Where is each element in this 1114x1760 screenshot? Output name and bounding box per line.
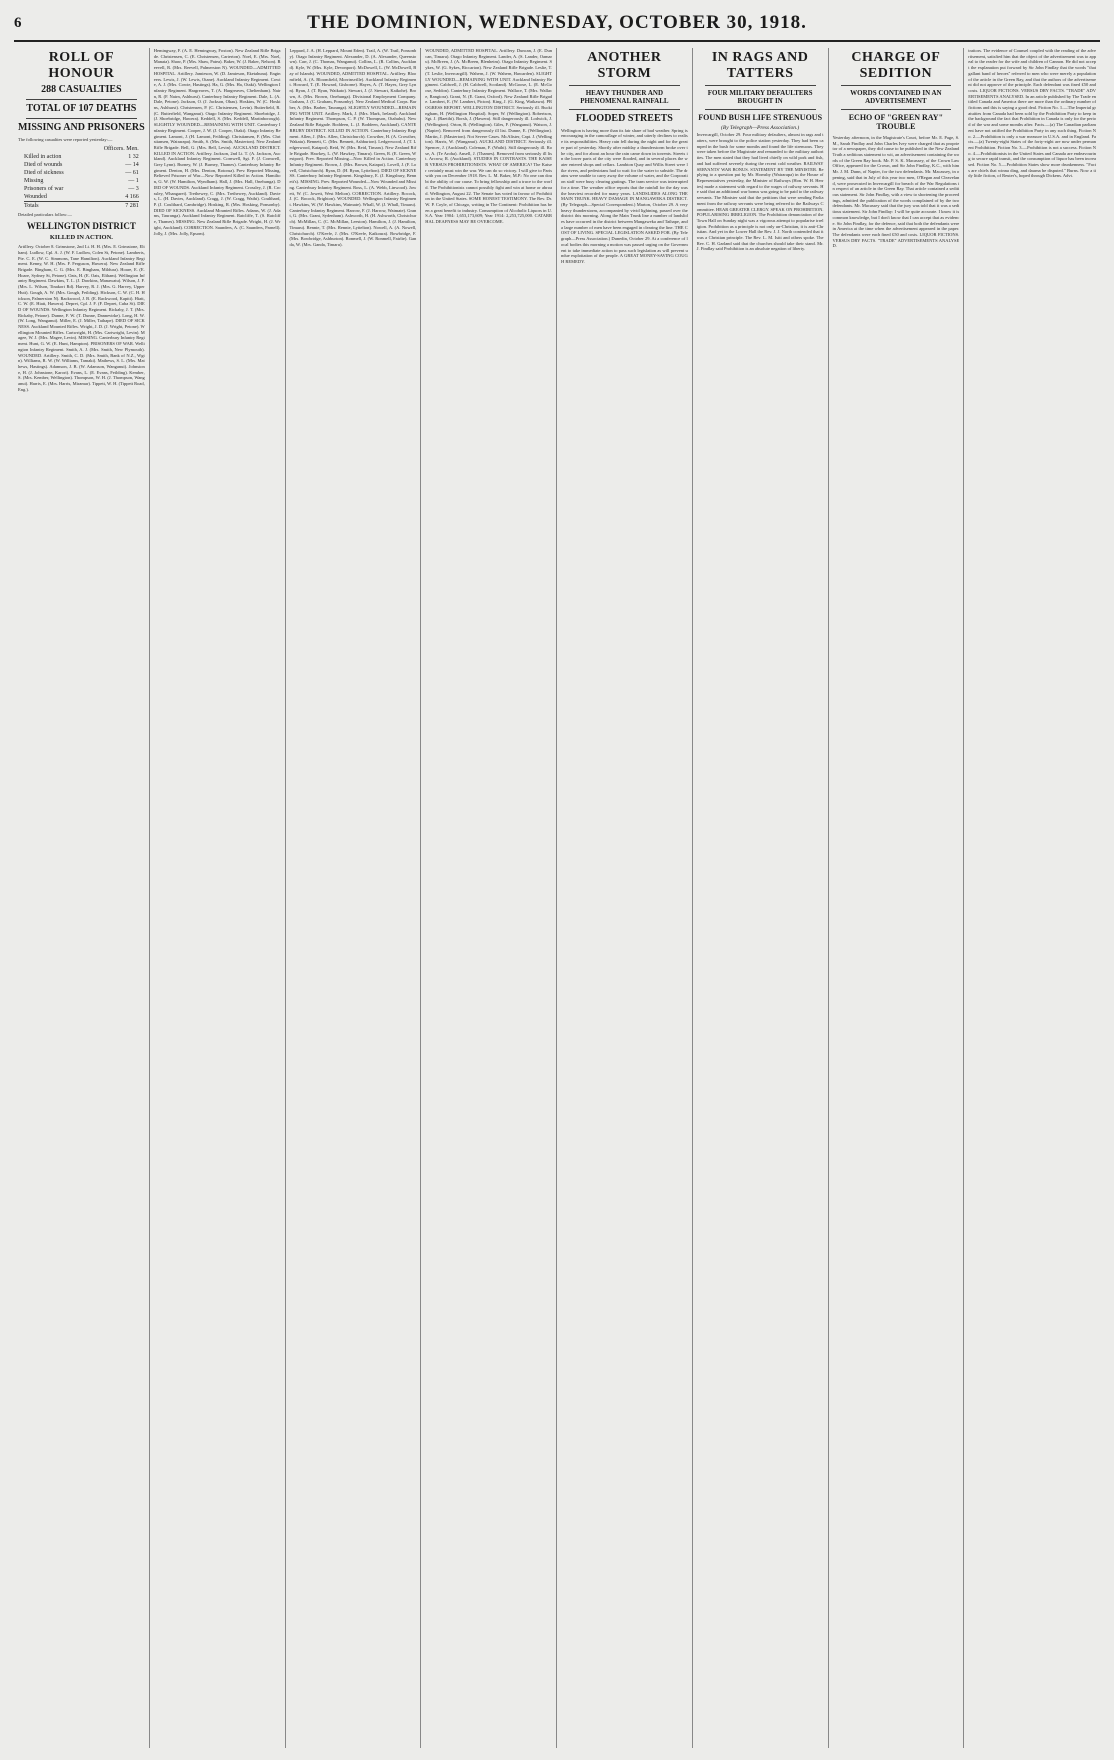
column-4	[421, 48, 557, 1748]
storm-subhead: HEAVY THUNDER AND PHENOMENAL RAINFALL	[580, 89, 669, 106]
casualties-subhead: 288 CASUALTIES	[41, 84, 122, 95]
newspaper-title: THE DOMINION, WEDNESDAY, OCTOBER 30, 1918.	[307, 12, 807, 33]
casualty-list: Artillery. October 8. Grimstone, 2nd Lt. H. H. (Mrs. E. Grimstone, Eltham). Ludlow, Cpl. A. J. (W. F. Ludlow, Colen St, Petone). Lamberts, Pte. C. E. (W. C. Simmons, Tane Hamilton). Auckland Infantry Regiment. Kenny, W. H. (Mrs. F. Ferguson, Huwera). New Zealand Rifle Brigade. Bingham, C. G. (Mrs. E. Bingham, Mildura). Hoare, E. (E. Hoare, Sydney St, Petone). Oats, H. (E. Oats, Eltham). Wellington Infantry Regiment. Dawkins, T. L. (J. Dawkins, Manawatu). Wilson, J. F. (Mrs. L. Wilson, Tinakori Rd). Harvey, R. J. (Mrs. G. Harvey, Upper Hutt). Gough, A. W. (Mrs. Gough, Feilding). Hickson, C. W. (C. H. Hickson, Palmerston N). Rackwood, J. B. (E. Rackwood, Kapiti). Hiatt, C. W. (E. Hiatt, Hawera). Depret, Cpl. J. F. (F. Depret, Cuba St). DIED OF WOUNDS. Wellington Infantry Regiment. Rickaby, J. T. (Mrs. Rickaby, Petone). Dunne, F. W. (T. Dunne, Dannevirke). Long, H. W. (W. Long, Wanganui). Miller, E. (J. Miller, Taihape). DIED OF SICKNESS. Auckland Mounted Rifles. Wright, J. D. (J. Wright, Petone). Wellington Mounted Rifles. Cartwright, H. (Mrs. Cartwright, Levin). Magee, W. J. (Mrs. Magee, Levin). MISSING. Canterbury Infantry Regiment. Hunt, G. W. (E. Hunt, Hampton). PRISONERS OF WAR. Wellington Infantry Regiment. Smith, A. J. (Mrs. Smith, New Plymouth). WOUNDED. Artillery. Smith, C. D. (Mrs. Smith, Bank of N.Z., Wgtn). Williams, R. W. (W. Williams, Tamaki). Mathews, S. L. (Mrs. Mathews, Hastings). Adamson, J. B. (W. Adamson, Wanganui). Johnstone, H. (J. Johnstone, Karori). Evans, L. (E. Evans, Feilding). Kember, S. (Mrs. Kember, Wellington). Thompson, W. H. (J. Thompson, Wanganui). Harris, E. (Mrs. Harris, Miramar). Tippett, W. H. (Tippett Road, Eng.).	[18, 244, 145, 392]
deaths-subhead: TOTAL OF 107 DEATHS	[26, 103, 137, 114]
column-6	[693, 48, 829, 1748]
column-8	[964, 48, 1100, 1748]
columns	[14, 48, 1100, 1748]
masthead	[14, 6, 1100, 42]
column-1	[14, 48, 150, 1748]
divider	[705, 85, 816, 86]
table-total-row: Totals 7 281	[24, 202, 139, 209]
table-header: Officers. Men.	[103, 145, 139, 152]
divider	[569, 85, 680, 86]
divider	[569, 109, 680, 110]
defaulters-article: Invercargill, October 29. Four military defaulters, almost in rags and tatters, were brought to the police station yesterday. They had been camped in the bush for some months and found the life strenuous. They were taken before the Magistrate and remanded to the military authorities. The men stated that they had lived chiefly on wild pork and fish, and had suffered severely during the recent cold weather. RAILWAY SERVANTS' WAR BONUS. STATEMENT BY THE MINISTER. Replying to a question put by Mr. Hornsby (Wairarapa) in the House of Representatives yesterday, the Minister of Railways (Hon. W. H. Herries) made a statement with regard to the wages of railway servants. He said that an additional war bonus was going to be paid to the railway servants. The Minister said that the petitions that were sending Parliament from the railway servants were being referred to the Railways Committee. HEAR GREATER CLERGY. SPEAK ON PROHIBITION. POPULARISING IRRELIGION. The Prohibition denunciation of the Town Hall on Sunday night was a vigorous attempt to popularise irreligion. Prohibition as a principle is not only un-Christian, it is anti-Christian. And yet in the Lower Hall the Rev. J. J. North contended that it was a Christian principle. The Rev. L. M. Isitt and others spoke. The Rev. C. H. Garland said that the churches should take their stand. Mr. J. Findlay said Prohibition is an absolute negation of liberty.	[696, 132, 824, 252]
newspaper-page	[14, 6, 1100, 1754]
divider	[841, 85, 952, 86]
divider	[26, 118, 137, 119]
casualty-table	[24, 145, 139, 210]
sedition-article: Yesterday afternoon, in the Magistrate's Court, before Mr. E. Page, S.M., Sarah Findlay and John Charles Ivey were charged that as proprietor of a newspaper, they did cause to be published in the New Zealand Truth a seditious statement to wit, an advertisement containing the words of the Green Ray book. Mr. P. S. K. Macassey, of the Crown Law Office, appeared for the Crown, and Sir John Findlay, K.C., with him Mr. J. M. Dunn, of Napier, for the two defendants. Mr. Macassey, in opening, said that in July of this year two men, O'Regan and Cleaveland, were prosecuted in Invercargill for breach of the War Regulations in respect of an article in the Green Ray. That article contained a seditious statement. Sir John Findlay, with a view to shortening the proceedings, admitted the publication of the words complained of by the two defendants. Mr. Macassey said that the jury was told that it was a seditious statement. Sir John Findlay: I will be quite accurate. I know it is common knowledge, but I don't know that I can accept that as evidence. Sir John Findlay, for the defence, said that both the defendants were in America at the time when the advertisement appeared in the paper. The defendants were each fined £50 and costs. LIQUOR FICTIONS. VERSUS DRY FACTS. "TRADE" ADVERTISEMENTS ANALYSED.	[832, 134, 960, 249]
rags-heading: IN RAGS AND TATTERS	[711, 50, 809, 81]
column-3	[286, 48, 422, 1748]
table-row: Wounded 4 166	[24, 193, 139, 200]
divider	[705, 109, 816, 110]
district-heading: WELLINGTON DISTRICT	[26, 221, 136, 232]
missing-subhead: MISSING AND PRISONERS	[18, 122, 145, 133]
storm-heading: ANOTHER STORM	[587, 50, 662, 81]
byline: (By Telegraph—Press Association.)	[721, 125, 800, 132]
page-number: 6	[14, 14, 22, 31]
table-row: Died of wounds — 14	[24, 161, 139, 168]
divider	[26, 99, 137, 100]
green-ray-subhead: ECHO OF "GREEN RAY" TROUBLE	[848, 112, 944, 132]
casualty-list: Hemingway, F. (A. E. Hemingway, Foxton). New Zealand Rifle Brigade. Christensen, C. (E. Christensen, Carterton). Noel, E. (Mrs. Noel, Manaia). Shaw, P. (Mrs. Shaw, Patea). Baker, W. (J. Baker, Nelson). Reevell, R. (Mrs. Reevell, Palmerston N). WOUNDED—ADMITTED HOSPITAL. Artillery. Jamieson, W. (D. Jamieson, Eketahuna). Engineers. Lewis, J. (W. Lewis, Otane). Auckland Infantry Regiment. Cowie, A. J. (Mrs. Cowie, Hastings). Ha, G. (Mrs. Ha, Otaki). Wellington Infantry Regiment. Hargreaves, T. (A. Hargreaves, Cheltenham). Nairn, R. (F. Nairn, Ashhurst). Canterbury Infantry Regiment. Dale, L. (A. Dale, Petone). Jackson, O. (J. Jackson, Ohau). Hoskins, W. (C. Hoskins, Ashhurst). Christensen, P. (C. Christensen, Levin). Butterfield, R. (C. Butterfield, Wanganui). Otago Infantry Regiment. Shoebridge, J. (J. Shoebridge, Hawera). Keddell, S. (Mrs. Keddell, Martinborough). SLIGHTLY WOUNDED—REMAINING WITH UNIT. Canterbury Infantry Regiment. Cooper, J. W. (J. Cooper, Otaki). Otago Infantry Regiment. Lamont, J. (H. Lamont, Feilding). Christiansen, F. (Mrs. Christiansen, Wairarapa). Smith, S. (Mrs. Smith, Masterton). New Zealand Rifle Brigade. Bell, G. (Mrs. Bell, Levin). AUCKLAND DISTRICT. KILLED IN ACTION. Artillery. Jackson, 2nd Lt. T. (A. Jackson, Auckland). Auckland Infantry Regiment. Cornwell, Sgt. F. (J. Cornwell, Grey Lynn). Burney, W. (J. Burney, Thames). Canterbury Infantry Regiment. Denton, H. (Mrs. Denton, Rotorua). Prev. Reported Missing, Believed Prisoner of War—Now Reported Killed in Action. Hamilton, G. W. (W. Hamilton, Wyndham). Hall, J. (Mrs. Hall, Onehunga). DIED OF WOUNDS. Auckland Infantry Regiment. Crossley, J. (R. Crossley, Whangarei). Trethewey, C. (Mrs. Trethewey, Auckland). Davies, L. (H. Davies, Auckland). Cragg, J. (W. Cragg, Waihi). Coulthard, P. (J. Coulthard, Cambridge). Hosking, R. (Mrs. Hosking, Ponsonby). DIED OF SICKNESS. Auckland Mounted Rifles. Adams, W. (J. Adams, Tauranga). Auckland Infantry Regiment. Ratcliffe, T. (S. Ratcliffe, Thames). MISSING. New Zealand Rifle Brigade. Wright, H. (J. Wright, Auckland). CORRECTION. Saunders, A. (C. Saunders, Parnell). Jolly, J. (Mrs. Jolly, Epsom).	[153, 48, 281, 236]
flooded-subhead: FLOODED STREETS	[575, 112, 673, 124]
table-row: Missing — 1	[24, 177, 139, 184]
table-row: Died of sickness — 61	[24, 169, 139, 176]
killed-subhead: KILLED IN ACTION.	[49, 234, 113, 242]
casualty-intro: The following casualties were reported yesterday:—	[18, 137, 113, 142]
column-7	[829, 48, 965, 1748]
divider	[841, 109, 952, 110]
roll-of-honour-heading: ROLL OF HONOUR	[48, 50, 115, 81]
advertisement-subhead: WORDS CONTAINED IN AN ADVERTISEMENT	[850, 89, 942, 106]
defaulters-subhead: FOUR MILITARY DEFAULTERS BROUGHT IN	[707, 89, 813, 106]
column-2	[150, 48, 286, 1748]
table-row: Killed in action 1 32	[24, 153, 139, 160]
column-text: WOUNDED, ADMITTED HOSPITAL. Artillery. Duncan, J. (E. Duncan, Timaru). Otago Infantry Regiment. Lander, A. (S. Lander, Oamaru). McBreen, J. (A. McBreen, Blenheim). Otago Infantry Regiment. Sykes, W. (G. Sykes, Riccarton). New Zealand Rifle Brigade. Leslie, T. (T. Leslie, Invercargill). Wahern, J. (W. Wahern, Hawarden). SLIGHTLY WOUNDED—REMAINING WITH UNIT. Auckland Infantry Regiment. Caldwell, J. (H. Caldwell, Scotland). McGoose, L. (E. McGoose, Seddon). Canterbury Infantry Regiment. Wallace, T. (Mrs. Wallace, Rangiora). Grant, N. (E. Grant, Oxford). New Zealand Rifle Brigade. Lambert, E. (W. Lambert, Picton). King, J. (G. King, Waikawa). PROGRESS REPORT. WELLINGTON DISTRICT. Seriously ill. Buckingham, H. (Wellington Hospital). Soper, W. (Wellington). Robertson, Sgt. J. (Raetihi). Borsh, J. (Hawera). Still dangerously ill. Lodwick, J. (Wellington). Orton, R. (Wellington). Giles, F. (Wanganui). Watson, J. (Napier). Removed from dangerously ill list. Dunne, E. (Wellington). Martin, J. (Masterton). Not Severe Cases. McAlister, Capt. J. (Wellington). Harris, W. (Wanganui). AUCKLAND DISTRICT. Seriously ill. Spencer, J. (Auckland). Coleman, F. (Waihi). Still dangerously ill. Rose, A. (Te Aroha). Ansell, J. (Thames). Removed from seriously ill list. Arcrow, R. (Auckland). STUDIES IN CONTRASTS. THE KAISER VERSUS PROHIBITIONISTS. WHAT OF AMERICA? The Kaiser certainly must win the war. We can do so victory. I will give to Paris with you on December 1918. Rev. L. M. Baker, M.P.: No one can doubt the ability of our cause. To bring fellowship and a truce to the world. The Prohibitionists cannot possibly fight and win at home or abroad. Wellington, August 22. The Senate has voted in favour of Prohibition in the United States. SOME HONEST TESTIMONY. The Rev. Dr. W. P. Coyle, of Chicago, writing in The Continent: Prohibition has been a great benefit to industry. Consumption of Alcoholic Liquors in U.S.A. Year 1904: 1,653,173,609; Year 1914: 2,253,725,000. CATARRHAL DEAFNESS MAY BE OVERCOME.	[425, 48, 552, 225]
bush-life-subhead: FOUND BUSH LIFE STRENUOUS	[698, 112, 823, 122]
liquor-article: traitors. The evidence of Counsel coupled with the reading of the advertisement, satisfied him that the object of the advertisement was to appeal to the reader for the wife and children of Cannon. He did not accept the explanation put forward by Sir John Findlay that the words "that gallant band of heroes" referred to men who were merely a population of the article in the Green Ray, and that the authors of the advertisement did not approve of the principle. Each defendant was fined £50 and costs. LIQUOR FICTIONS. VERSUS DRY FACTS. "TRADE" ADVERTISEMENTS ANALYSED. In an article published by The Trade entitled Canada and America there are more than the ordinary number of fictions and this is saying a good deal. Fiction No. 1.—The Imperial gratuities from Canada had been sold by the Prohibition Party to keep in the background the fact that Prohibition in Canada is only for the period of the war and some months after. Facts.—(a) The Canadian parliament have not ratified the Prohibition Party in any such thing. Fiction No. 2.—Prohibition is only a war measure in U.S.A. and in England. Facts.—(a) Twenty-eight States of the forty-eight are now under permanent Prohibition. Fiction No. 3.—Prohibition is not a success. Fiction No. 4.—Prohibitionists in the United States and Canada are endeavouring to secure rapid transit, and the consumption of liquor has been increased. Fiction No. 5.—Prohibition States show more drunkenness. "Facts are chiels that winna ding, and daurna be disputed." Burns. Now a tidy little fiction, of Reuter's, hoped through Dickens. Advt.	[968, 48, 1096, 179]
sedition-heading: CHARGE OF SEDITION	[851, 50, 941, 81]
detail-heading: Detailed particulars follow:—	[18, 211, 72, 217]
storm-article: Wellington is having more than its fair share of bad weather. Spring is encouraging in the camouflage of winter, and utterly declines to realise its responsibilities. Heavy rain fell during the night and for the greater part of yesterday. Shortly after midday a thunderstorm broke over the city, and for about an hour the rain came down in torrents. Streets in the lower parts of the city were flooded, and in several places the water entered shops and cellars. Lambton Quay and Willis Street were like rivers, and pedestrians had to wait for the water to subside. The drains were unable to carry away the volume of water, and the Corporation staff were busy clearing gratings. The tram service was interrupted for a time. The weather office reports that the rainfall for the day was the heaviest recorded for many years. LANDSLIDES ALONG THE MAIN TRUNK. HEAVY DAMAGE IN MANGAWEKA DISTRICT. (By Telegraph—Special Correspondent.) Marton, October 29. A very heavy thunderstorm, accompanied by vivid lightning, passed over the district this morning. Along the Main Trunk line a number of landslides have occurred in the district between Mangaweka and Taihape, and a large number of men have been engaged in clearing the line. THE COST OF LIVING. SPECIAL LEGISLATION ASKED FOR. (By Telegraph—Press Association.) Dunedin, October 29. At a conference of local bodies this morning a motion was passed urging on the Government to take immediate action to pass such legislation as will prevent undue exploitation of the people. A GREAT MONEY-SAVING COUGH REMEDY.	[561, 127, 688, 264]
casualty-list: Leppard, J. A. (H. Leppard, Mount Eden). Trail, A. (W. Trail, Ponsonby). Otago Infantry Regiment. Alexander, D. (A. Alexander, Queenstown). Carr, J. (C. Thomas, Wanganui). Collins, L. (R. Collins, Auckland). Kyle, W. (Mrs. Kyle, Devonport). McDowell, L. (W. McDowell, Bay of Islands). WOUNDED, ADMITTED HOSPITAL. Artillery. Bloomfield, A. (A. Bloomfield, Morrinsville). Auckland Infantry Regiment. Howard, T. (E. Howard, Gisborne). Hayes, A. (T. Hayes, Grey Lynn). Ryan, J. (T. Ryan, Waikato). Stewart, J. (J. Stewart, Kaikohe). Brown, A. (Mrs. Brown, Onehunga). Divisional Employment Company. Graham, J. (C. Graham, Ponsonby). New Zealand Medical Corps. Barber, A. (Mrs. Barber, Tauranga). SLIGHTLY WOUNDED—REMAINING WITH UNIT. Artillery. Mark, J. (Mrs. Mark, Ireland). Auckland Infantry Regiment. Thompson, C. P. (W. Thompson, Otahuhu). New Zealand Rifle Brigade. Boddeen, L. (J. Boddeen, Auckland). CANTERBURY DISTRICT. KILLED IN ACTION. Canterbury Infantry Regiment. Allen, J. (Mrs. Allen, Christchurch). Crowther, H. (A. Crowther, Wakatu). Bennett, C. (Mrs. Bennett, Ashburton). Ledgerwood, J. (T. Ledgerwood, Kaiapoi). Reid, W. (Mrs. Reid, Timaru). New Zealand Rifle Brigade. Hawkey, L. (W. Hawkey, Timaru). Green, R. (E. Green, Westport). Prev. Reported Missing—Now Killed in Action. Canterbury Infantry Regiment. Brown, J. (Mrs. Brown, Kaiapoi). Lovell, J. (F. Lovell, Christchurch). Ryan, D. (H. Ryan, Lyttelton). DIED OF SICKNESS. Canterbury Infantry Regiment. Kingsbury, E. (J. Kingsbury, Bennett's). MISSING. Prev. Reported Wounded—Now Wounded and Missing. Canterbury Infantry Regiment. Ross, L. (A. Webb, Linwood). Jowett, W. (C. Jowett, West Melton). CORRECTION. Artillery. Bocock, J. (C. Bocock, Brighton). WOUNDED. Wellington Infantry Regiment. Hawkins, W. (W. Hawkins, Waimate). Whall, W. (J. Whall, Timaru). Canterbury Infantry Regiment. Harrow, F. (J. Harrow, Waimate). Grant, G. (Mrs. Grant, Sydenham). Ashworth, H. (H. Ashworth, Christchurch). McMillan, C. (C. McMillan, Leeston). Hamilton, J. (J. Hamilton, Timaru). Rennie, T. (Mrs. Rennie, Lyttelton). Nowell, A. (A. Nowell, Christchurch). O'Keefe, J. (Mrs. O'Keefe, Kaikoura). Bowbridge, F. (Mrs. Bowbridge, Ashburton). Ronmell, J. (W. Ronmell, Fairlie). Ganda, W. (Mrs. Ganda, Timaru).	[289, 48, 417, 247]
column-5	[557, 48, 693, 1748]
table-row: Prisoners of war — 3	[24, 185, 139, 192]
